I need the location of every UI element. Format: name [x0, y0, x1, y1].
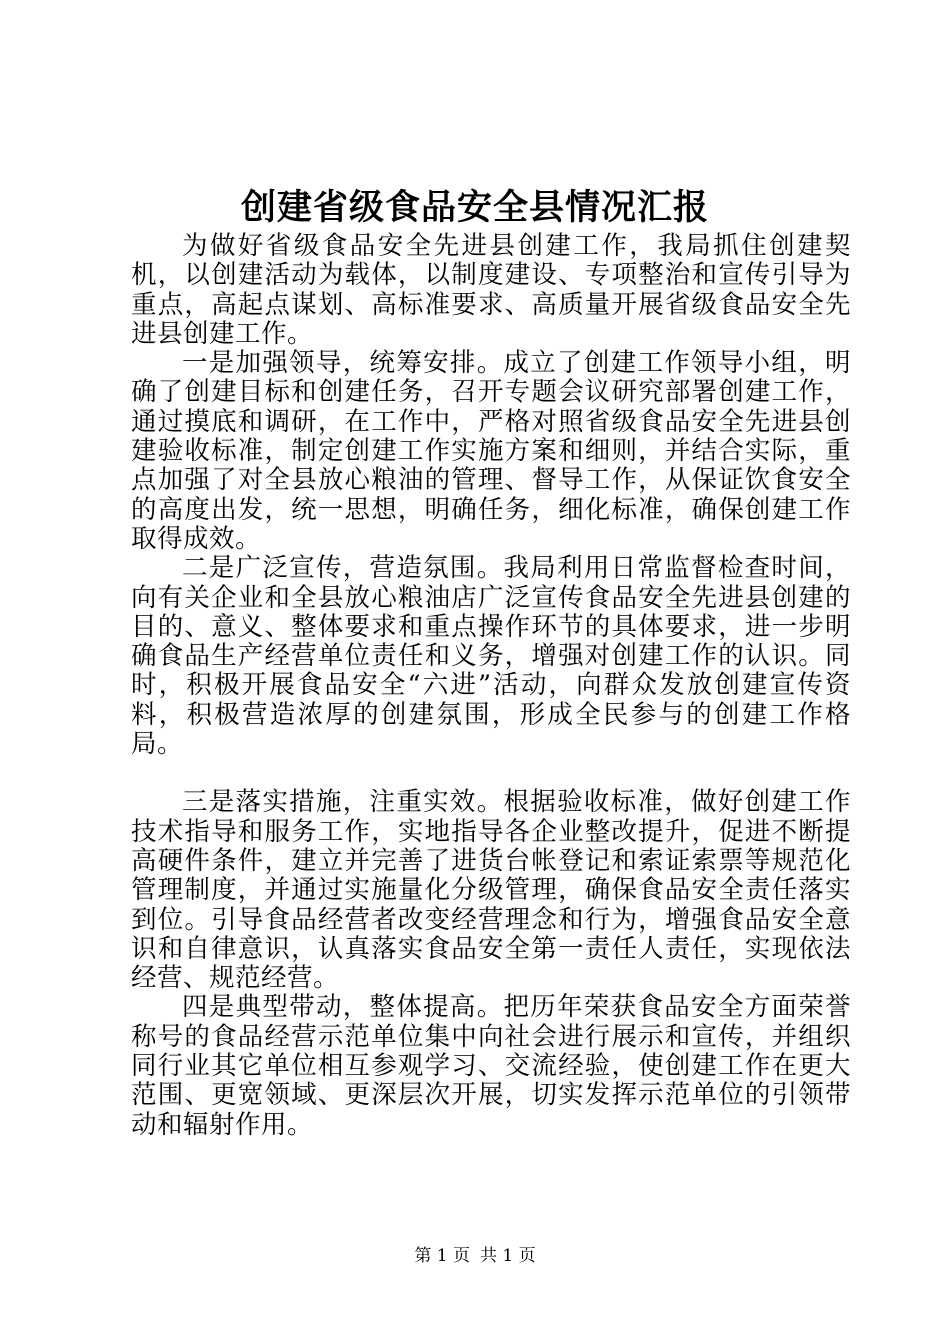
paragraph-measures: 三是落实措施，注重实效。根据验收标准，做好创建工作技术指导和服务工作，实地指导各企业整改提升，促进不断提高硬件条件，建立并完善了进货台帐登记和索证索票等规范化管理制度，并通过实施量化分级管理，确保食品安全责任落实到位。引导食品经营者改变经营理念和行为，增强食品安全意识和自律意识，认真落实食品安全第一责任人责任，实现依法经营、规范经营。	[131, 787, 851, 994]
paragraph-publicity: 二是广泛宣传，营造氛围。我局利用日常监督检查时间，向有关企业和全县放心粮油店广泛宣传食品安全先进县创建的目的、意义、整体要求和重点操作环节的具体要求，进一步明确食品生产经营单位责任和义务，增强对创建工作的认识。同时，积极开展食品安全“六进”活动，向群众发放创建宣传资料，积极营造浓厚的创建氛围，形成全民参与的创建工作格局。	[131, 553, 851, 760]
paragraph-leadership: 一是加强领导，统筹安排。成立了创建工作领导小组，明确了创建目标和创建任务，召开专题会议研究部署创建工作，通过摸底和调研，在工作中，严格对照省级食品安全先进县创建验收标准，制定创建工作实施方案和细则，并结合实际，重点加强了对全县放心粮油的管理、督导工作，从保证饮食安全的高度出发，统一思想，明确任务，细化标准，确保创建工作取得成效。	[131, 348, 851, 554]
page-total: 共 1 页	[480, 1246, 536, 1266]
document-title: 创建省级食品安全县情况汇报	[240, 187, 709, 228]
page-number: 第 1 页	[414, 1246, 470, 1266]
page-footer	[0, 1244, 950, 1268]
document-body	[131, 232, 851, 1140]
paragraph-demonstration: 四是典型带动，整体提高。把历年荣获食品安全方面荣誉称号的食品经营示范单位集中向社会进行展示和宣传，并组织同行业其它单位相互参观学习、交流经验，使创建工作在更大范围、更宽领域、更深层次开展，切实发挥示范单位的引领带动和辐射作用。	[131, 992, 851, 1140]
paragraph-intro: 为做好省级食品安全先进县创建工作，我局抓住创建契机，以创建活动为载体，以制度建设、专项整治和宣传引导为重点，高起点谋划、高标准要求、高质量开展省级食品安全先进县创建工作。	[131, 231, 851, 349]
